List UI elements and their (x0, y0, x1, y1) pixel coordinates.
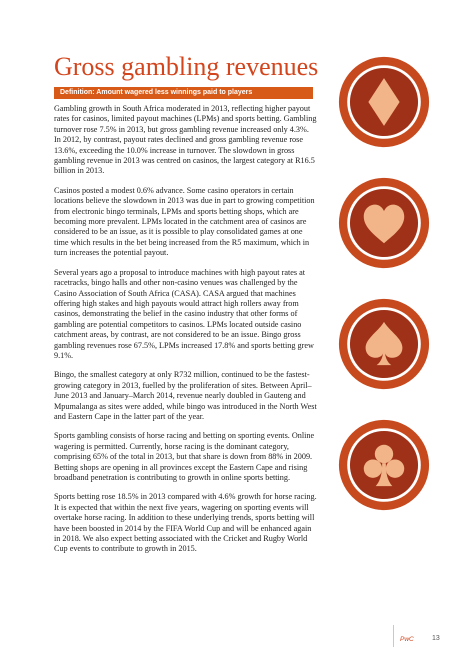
paragraph: Sports betting rose 18.5% in 2013 compared with 4.6% growth for horse racing. It is expected that within the next five years, wagering on sporting events will overtake horse racing. In addition to these underlying trends, sports betting will have been boosted in 2014 by the FIFA World Cup and will be enhanced again in 2018. We also expect betting associated with the Cricket and Rugby World Cup events to contribute to growth in 2015. (54, 492, 317, 554)
paragraph: Bingo, the smallest category at only R732 million, continued to be the fastest-growing category in 2013, fuelled by the proliferation of sites. Between April–June 2013 and January–March 2014, revenue nearly doubled in Gauteng and Mpumalanga as sites were added, while bingo was introduced in the North West and Eastern Cape in the latter part of the year. (54, 370, 317, 421)
card-suit-icons (338, 56, 430, 540)
body-text (54, 104, 317, 564)
page-title: Gross gambling revenues (54, 52, 319, 81)
club-icon (338, 419, 430, 511)
spade-icon (338, 298, 430, 390)
paragraph: Gambling growth in South Africa moderated in 2013, reflecting higher payout rates for casinos, limited payout machines (LPMs) and sports betting. Gambling turnover rose 7.5% in 2013, but gross gambling revenue increased only 4.3%. In 2012, by contrast, payout rates declined and gross gambling revenue rose 13.6%, exceeding the 10.0% increase in turnover. The slowdown in gross gambling revenue in 2013 was centred on casinos, the largest category at R16.5 billion in 2013. (54, 104, 317, 176)
paragraph: Several years ago a proposal to introduce machines with high payout rates at racetracks, bingo halls and other non-casino venues was challenged by the Casino Association of South Africa (CASA). CASA argued that machines offering high stakes and high payouts would attract high rollers away from casinos, demonstrating the belief in the casino industry that other forms of gambling are potential competitors to casinos. LPMs located outside casino catchment areas, by contrast, are not considered to be an issue. Bingo gross gambling revenues rose 67.5%, LPMs increased 17.8% and sports betting grew 9.1%. (54, 267, 314, 360)
definition-banner: Definition: Amount wagered less winnings paid to players (54, 87, 313, 99)
paragraph: Sports gambling consists of horse racing and betting on sporting events. Online wagering is permitted. Currently, horse racing is the dominant category, comprising 65% of the total in 2013, but that share is down from 88% in 2009. Betting shops are opening in all provinces except the Eastern Cape and rising broadband penetration is contributing to growth in online sports betting. (54, 431, 315, 482)
diamond-icon (338, 56, 430, 148)
footer-divider (393, 625, 394, 647)
footer-brand: PwC (400, 636, 414, 643)
paragraph: Casinos posted a modest 0.6% advance. Some casino operators in certain locations believe the slowdown in 2013 was due in part to growing competition from electronic bingo terminals, LPMs and sports betting shops, which are becoming more prevalent. LPMs located in the catchment area of casinos are considered to be an issue, as it is possible to play consolidated games at one time which results in the bet being increased from the R5 maximum, which in turn increases the potential payout. (54, 185, 315, 258)
heart-icon (338, 177, 430, 269)
page-number: 13 (432, 635, 440, 642)
